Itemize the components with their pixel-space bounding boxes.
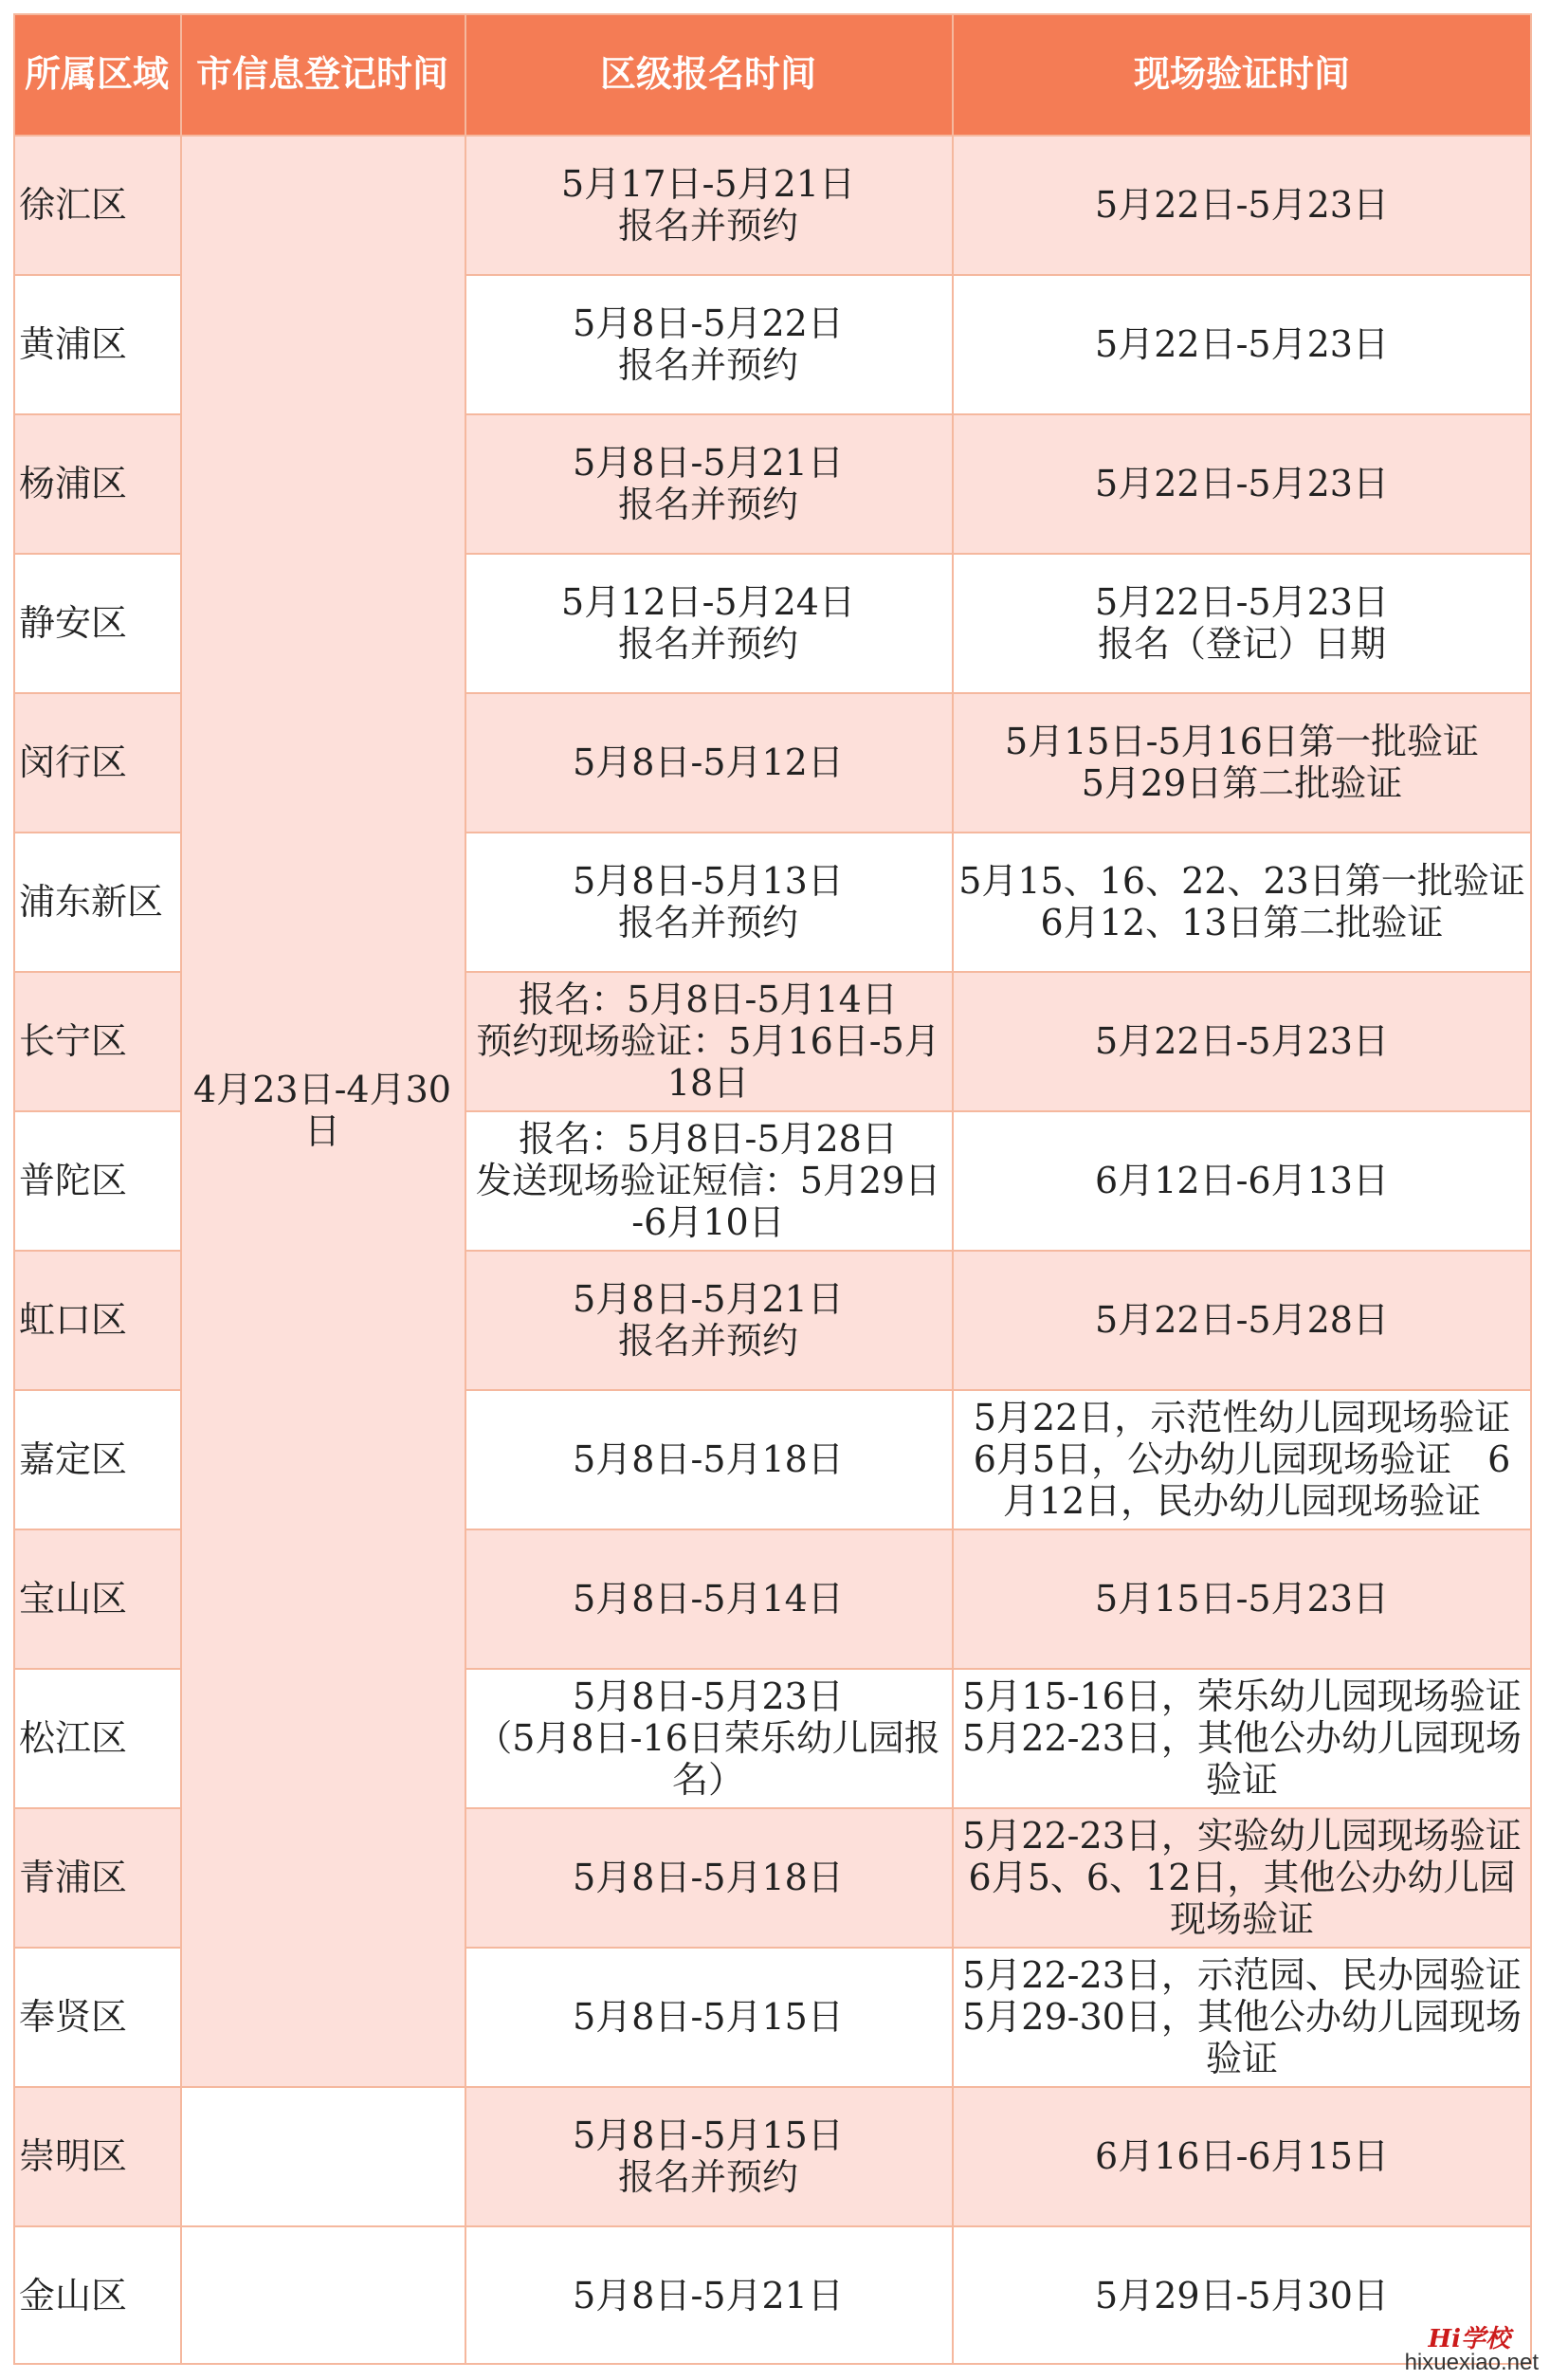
city-registration-time-cell: 4月23日-4月30日 [180,135,465,2086]
grid-line-horizontal [465,1668,1532,1670]
header-cell: 市信息登记时间 [180,13,465,135]
district-cell: 浦东新区 [13,832,180,971]
signup-time-cell: 5月8日-5月13日 报名并预约 [465,832,952,971]
watermark [1406,2319,1539,2376]
district-cell: 徐汇区 [13,135,180,274]
verify-time-cell: 5月15-16日，荣乐幼儿园现场验证 5月22-23日，其他公办幼儿园现场 验证 [952,1668,1532,1807]
grid-line-horizontal [13,1668,180,1670]
signup-time-cell: 5月12日-5月24日 报名并预约 [465,553,952,692]
grid-line-horizontal [13,971,180,973]
grid-line-horizontal [465,692,1532,694]
grid-line-horizontal [13,1529,180,1530]
grid-line-horizontal [465,1529,1532,1530]
signup-time-cell: 报名：5月8日-5月14日 预约现场验证：5月16日-5月 18日 [465,971,952,1110]
grid-line-horizontal [465,413,1532,415]
verify-time-cell: 6月12日-6月13日 [952,1110,1532,1250]
grid-line-horizontal [13,1807,180,1809]
verify-time-cell: 5月22日-5月28日 [952,1250,1532,1389]
grid-line-vertical [465,13,466,2365]
grid-line-horizontal [13,692,180,694]
grid-line-horizontal [13,1947,180,1949]
grid-line-horizontal [465,274,1532,276]
grid-line-horizontal [13,13,1532,15]
verify-time-cell: 5月22日-5月23日 报名（登记）日期 [952,553,1532,692]
grid-line-horizontal [13,413,180,415]
verify-time-cell: 5月22日-5月23日 [952,413,1532,553]
signup-time-cell: 5月8日-5月12日 [465,692,952,832]
district-cell: 金山区 [13,2225,180,2365]
signup-time-cell: 5月8日-5月21日 报名并预约 [465,413,952,553]
district-cell: 静安区 [13,553,180,692]
grid-line-horizontal [13,832,180,833]
signup-time-cell: 5月8日-5月18日 [465,1807,952,1947]
grid-line-horizontal [465,832,1532,833]
grid-line-horizontal [465,1807,1532,1809]
grid-line-horizontal [13,1110,180,1112]
district-cell: 虹口区 [13,1250,180,1389]
watermark-logo: Hi学校 [1428,2325,1510,2353]
grid-line-horizontal [13,274,180,276]
signup-time-cell: 5月8日-5月21日 [465,2225,952,2365]
verify-time-cell: 5月22日-5月23日 [952,971,1532,1110]
grid-line-vertical [180,13,182,2365]
signup-time-cell: 5月8日-5月21日 报名并预约 [465,1250,952,1389]
grid-line-horizontal [465,1110,1532,1112]
district-cell: 嘉定区 [13,1389,180,1529]
signup-time-cell: 5月8日-5月22日 报名并预约 [465,274,952,413]
verify-time-cell: 5月29日-5月30日 [952,2225,1532,2365]
header-cell: 现场验证时间 [952,13,1532,135]
grid-line-horizontal [13,2363,1532,2365]
verify-time-cell: 5月22日，示范性幼儿园现场验证 6月5日，公办幼儿园现场验证 6 月12日，民办幼儿园现场验证 [952,1389,1532,1529]
district-cell: 闵行区 [13,692,180,832]
signup-time-cell: 报名：5月8日-5月28日 发送现场验证短信：5月29日 -6月10日 [465,1110,952,1250]
grid-line-vertical [1530,13,1532,2365]
grid-line-horizontal [13,553,180,555]
grid-line-horizontal [465,1389,1532,1391]
header-cell: 区级报名时间 [465,13,952,135]
registration-schedule-table [13,13,1532,2365]
district-cell: 杨浦区 [13,413,180,553]
signup-time-cell: 5月8日-5月18日 [465,1389,952,1529]
verify-time-cell: 5月22日-5月23日 [952,135,1532,274]
verify-time-cell: 5月22日-5月23日 [952,274,1532,413]
grid-line-horizontal [13,135,1532,137]
grid-line-horizontal [13,1250,180,1252]
district-cell: 奉贤区 [13,1947,180,2086]
district-cell: 崇明区 [13,2086,180,2225]
grid-line-horizontal [465,1250,1532,1252]
verify-time-cell: 5月15、16、22、23日第一批验证 6月12、13日第二批验证 [952,832,1532,971]
grid-line-horizontal [465,1947,1532,1949]
verify-time-cell: 5月15日-5月23日 [952,1529,1532,1668]
district-cell: 长宁区 [13,971,180,1110]
verify-time-cell: 6月16日-6月15日 [952,2086,1532,2225]
watermark-url: hixuexiao.net [1404,2350,1539,2375]
grid-line-horizontal [13,2225,1532,2227]
grid-line-horizontal [465,553,1532,555]
district-cell: 黄浦区 [13,274,180,413]
verify-time-cell: 5月22-23日，实验幼儿园现场验证 6月5、6、12日，其他公办幼儿园 现场验证 [952,1807,1532,1947]
signup-time-cell: 5月8日-5月23日 （5月8日-16日荣乐幼儿园报 名） [465,1668,952,1807]
signup-time-cell: 5月8日-5月15日 [465,1947,952,2086]
grid-line-horizontal [13,1389,180,1391]
verify-time-cell: 5月15日-5月16日第一批验证 5月29日第二批验证 [952,692,1532,832]
signup-time-cell: 5月17日-5月21日 报名并预约 [465,135,952,274]
district-cell: 松江区 [13,1668,180,1807]
signup-time-cell: 5月8日-5月14日 [465,1529,952,1668]
header-cell: 所属区域 [13,13,180,135]
district-cell: 宝山区 [13,1529,180,1668]
signup-time-cell: 5月8日-5月15日 报名并预约 [465,2086,952,2225]
district-cell: 普陀区 [13,1110,180,1250]
district-cell: 青浦区 [13,1807,180,1947]
grid-line-vertical [952,13,954,2365]
verify-time-cell: 5月22-23日，示范园、民办园验证 5月29-30日，其他公办幼儿园现场 验证 [952,1947,1532,2086]
grid-line-horizontal [465,971,1532,973]
grid-line-horizontal [13,2086,1532,2088]
grid-line-vertical [13,13,15,2365]
